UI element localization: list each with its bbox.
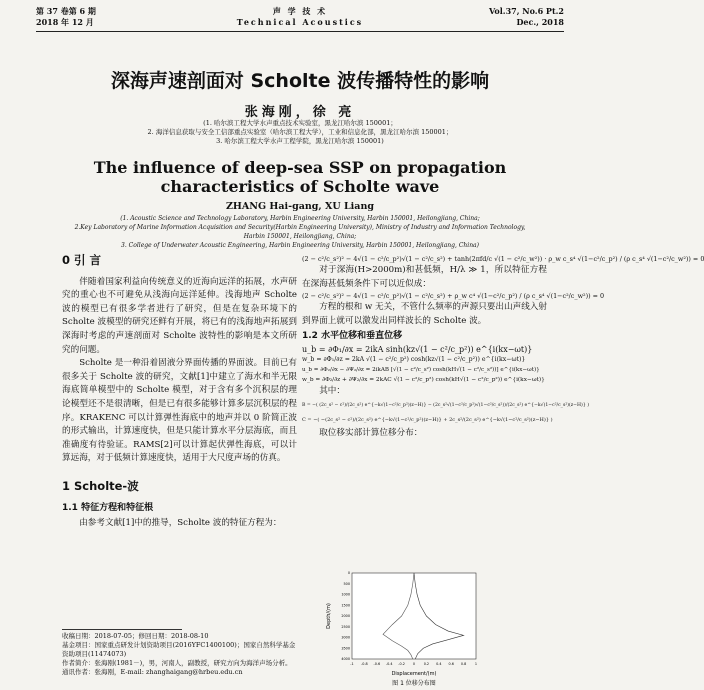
x-tick-label: 0.6 <box>448 662 454 666</box>
figure-caption: 图 1 位移分布图 <box>392 680 436 687</box>
section-0-heading: 0 引 言 <box>62 253 102 267</box>
section-1-paragraph: 由参考文献[1]中的推导，Scholte 波的特征方程为： <box>79 518 282 529</box>
x-tick-label: -1 <box>350 662 354 666</box>
x-tick-label: 0.4 <box>436 662 442 666</box>
series-line-1 <box>414 573 464 659</box>
title-chinese: 深海声速剖面对 Scholte 波传播特性的影响 <box>110 70 490 92</box>
deep-sea-paragraph: 对于深海(H>2000m)和甚低频，H/λ ≫ 1，所以特征方程在深海甚低频条件下可以近似成： <box>302 265 547 289</box>
equation-characteristic: (2 − c²/c_s²)² − 4√(1 − c²/c_p²)√(1 − c²/c_s²) + tanh(2πfd/c √(1 − c²/c_w²)) · ρ_w c_s⁴ √(1−c²/c_p²) / (ρ c_s⁴ √(1−c²/c_w²)) = 0 <box>302 255 704 263</box>
x-tick-label: -0.8 <box>361 662 368 666</box>
y-tick-label: 500 <box>343 581 350 586</box>
x-tick-label: 0.2 <box>423 662 430 666</box>
authors-chinese: 张海刚，徐 亮 <box>244 105 356 120</box>
y-tick-label: 3500 <box>341 646 350 651</box>
series-line-2 <box>383 573 414 659</box>
x-tick-label: 0.8 <box>460 662 467 666</box>
affiliation-cn-line: (1. 哈尔滨工程大学水声重点技术实验室，黑龙江哈尔滨 150001； <box>203 119 397 127</box>
affiliation-en-line: Harbin 150001, Heilongjiang, China; <box>243 233 357 240</box>
footnote-received: 收稿日期：2018-07-05；修回日期：2018-08-10 <box>62 632 209 640</box>
section-1-heading: 1 Scholte-波 <box>62 478 139 493</box>
title-english: The influence of deep-sea SSP on propagation characteristics of Scholte wave <box>93 158 507 196</box>
label-where: 其中： <box>319 385 345 396</box>
subsection-1-2-heading: 1.2 水平位移和垂直位移 <box>302 331 403 342</box>
equation-C: C = −( −(2c_s² − c²)/(2c_s²) e^{−k√(1−c²/c_p²)(z−H)} + 2c_s²/(2c_s²) e^{−k√(1−c²/c_s²)(z−H)} ) <box>302 416 553 423</box>
header-rule <box>36 31 564 32</box>
x-tick-label: 0 <box>412 662 416 666</box>
authors-english: ZHANG Hai-gang, XU Liang <box>226 201 374 212</box>
y-tick-label: 1500 <box>341 603 350 608</box>
y-tick-label: 1000 <box>341 592 350 597</box>
equation-wb-seabed: w_b = ∂Φ₂/∂z + ∂Ψ₂/∂x = 2kAC √(1 − c²/c_p²) cosh(kH√(1 − c²/c_p²)) e^{i(kx−ωt)} <box>302 376 545 383</box>
y-tick-label: 4000 <box>341 657 350 662</box>
affiliations-chinese <box>30 119 570 146</box>
y-tick-label: 0 <box>347 571 350 576</box>
right-column <box>302 254 704 440</box>
footnote-corresponding: 通讯作者：张海刚，E-mail: zhanghaigang@hrbeu.edu.cn <box>62 668 243 676</box>
affiliation-en-line: (1. Acoustic Science and Technology Laboratory, Harbin Engineering University, Harbin 150001, Heilongjiang, China; <box>120 215 480 222</box>
affiliations-english <box>30 214 570 250</box>
left-column <box>62 254 297 531</box>
subsection-1-1-heading: 1.1 特征方程和特征根 <box>62 502 154 513</box>
affiliation-en-line: 2.Key Laboratory of Marine Information Acquisition and Security(Harbin Engineering University), Ministry of Industry and Information Technology, <box>74 224 526 231</box>
footnote-fund: 基金项目：国家重点研发计划资助项目(2016YFC1400100)；国家自然科学基金资助项目(11474073) <box>62 641 296 658</box>
x-tick-label: -0.2 <box>398 662 405 666</box>
y-tick-label: 2500 <box>341 624 350 629</box>
intro-paragraph-1: 伴随着国家利益向传统意义的近海向远洋的拓展，水声研究的重心也不可避免从浅海向远洋延伸。浅海地声 Scholte 波的模型已有很多学者进行了研究，但是在复杂环境下的 Scholte 波模型的研究还鲜有开展，将已有的浅海地声拓展到深海时考虑的声速剖面对 Scholte 波特性的影响是本文所研究的问题。 <box>62 276 297 355</box>
equation-approx: (2 − c²/c_s²)² − 4√(1 − c²/c_p²)√(1 − c²/c_s²) + ρ_w c⁴ √(1−c²/c_p²) / (ρ c_s⁴ √(1−c²/c_w²)) = 0 <box>302 292 605 301</box>
running-header <box>36 6 564 32</box>
y-tick-label: 2000 <box>341 614 350 619</box>
y-axis-label: Depth/(m) <box>326 603 332 629</box>
x-tick-label: -0.4 <box>385 662 393 666</box>
y-tick-label: 3000 <box>341 635 350 640</box>
journal-name: 声 学 技 术 Technical Acoustics <box>236 6 364 27</box>
footnote-rule <box>62 629 182 630</box>
footnote-author: 作者简介：张海刚(1981－)，男，河南人，副教授，研究方向为海洋声场分析。 <box>62 659 292 667</box>
affiliation-en-line: 3. College of Underwater Acoustic Engineering, Harbin Engineering University, Harbin 150001, Heilongjiang, China) <box>121 242 479 249</box>
equation-B: B = −( (2c_s² − c²)/(2c_s²) e^{−k√(1−c²/c_p²)(z−H)} − (2c_s²√(1−c²/c_p²)√(1−c²/c_s²))/(2c_s²) e^{−k√(1−c²/c_s²)(z−H)} ) <box>302 402 590 408</box>
volume-info: Vol.37, No.6 Pt.2 Dec., 2018 <box>488 6 564 27</box>
intro-paragraph-2: Scholte 是一种沿着固液分界面传播的界面波。目前已有很多关于 Scholte 波的研究，文献[1]中建立了海水和半无限海底简单模型中的 Scholte 模型，对于含有多个沉积层的理论模型还不是很清晰，但是已有很多能够计算多层沉积层的程序。KRAKENC 可以计算弹性海底中的地声并以 0 阶简正波的形式输出，计算速度快，但是只能计算水平分层海底，而且准确度有待验证。RAMS[2]可以计算起伏弹性海底，可以计算远海，对于低频计算速度快，适用于大尺度声场的仿真。 <box>62 358 297 464</box>
x-tick-label: -0.6 <box>373 662 381 666</box>
root-paragraph: 方程的根和 w 无关，不管什么频率的声源只要出山声线入射到界面上就可以激发出同样波长的 Scholte 波。 <box>302 302 547 326</box>
equation-ub-water: u_b = ∂Φ₁/∂x = 2ikA sinh(kz√(1 − c²/c_p²)) e^{i(kx−ωt)} <box>302 344 533 354</box>
journal-issue: 第 37 卷第 6 期 2018 年 12 月 <box>36 6 96 27</box>
footnotes <box>62 632 300 677</box>
x-axis-label: Displacement/(m) <box>391 671 437 677</box>
x-tick-label: 1 <box>474 662 478 666</box>
equation-ub-seabed: u_b = ∂Φ₂/∂x − ∂Ψ₂/∂z = 2ikAB [√(1 − c²/c_s²) cosh(kH√(1 − c²/c_s²))] e^{i(kx−ωt)} <box>302 366 540 373</box>
affiliation-cn-line: 2. 海洋信息获取与安全工信部重点实验室（哈尔滨工程大学），工业和信息化部，黑龙江哈尔滨 150001； <box>147 128 453 136</box>
equation-wb-water: w_b = ∂Φ₁/∂z = 2kA √(1 − c²/c_p²) cosh(kz√(1 − c²/c_p²)) e^{i(kx−ωt)} <box>302 355 526 363</box>
displacement-paragraph: 取位移实部计算位移分布： <box>319 427 423 438</box>
plot-area <box>352 573 476 659</box>
affiliation-cn-line: 3. 哈尔滨工程大学水声工程学院，黑龙江哈尔滨 150001) <box>216 137 384 145</box>
